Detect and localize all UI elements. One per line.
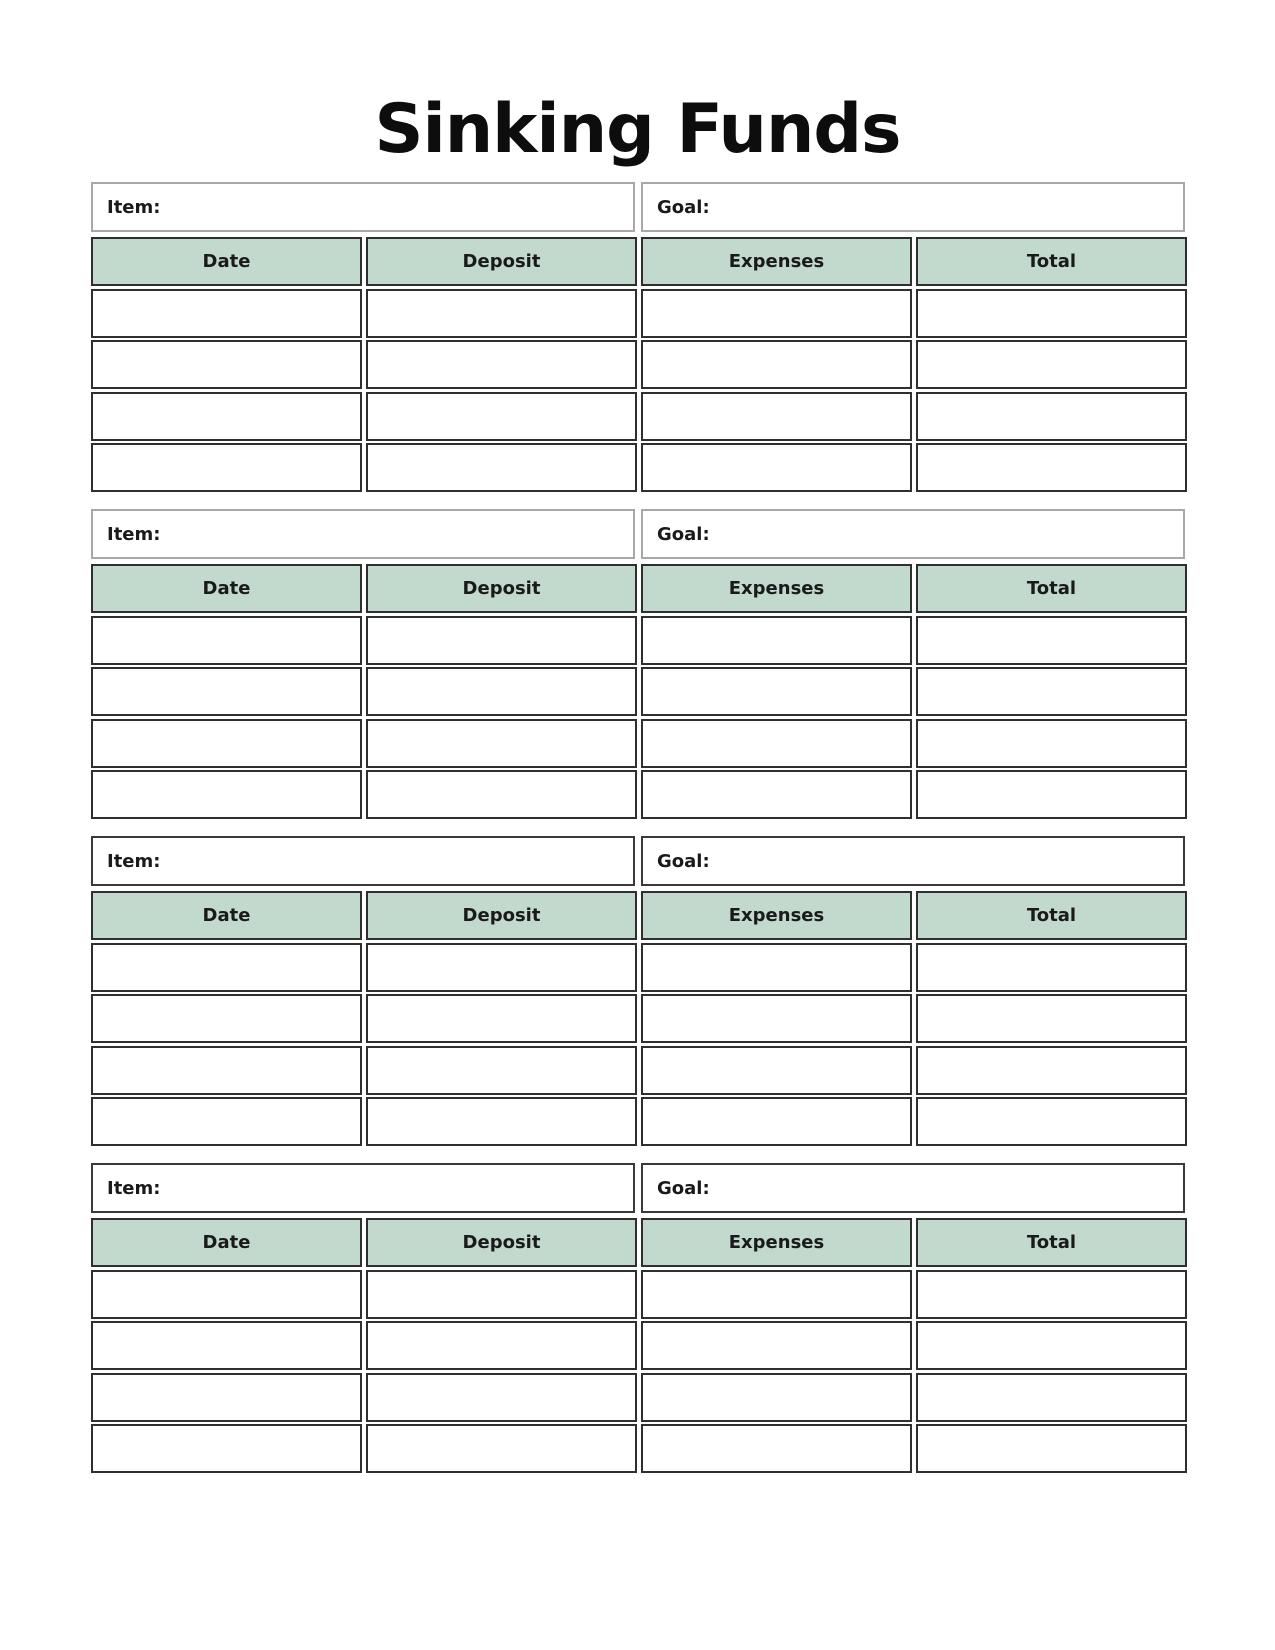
table-row (91, 994, 1185, 1043)
item-label: Item: (107, 196, 161, 218)
table-row (91, 1321, 1185, 1370)
expenses-cell[interactable] (641, 1097, 912, 1146)
expenses-cell[interactable] (641, 667, 912, 716)
goal-label: Goal: (657, 1177, 710, 1199)
deposit-cell[interactable] (366, 340, 637, 389)
date-cell[interactable] (91, 289, 362, 338)
deposit-cell[interactable] (366, 667, 637, 716)
fund-header (91, 1163, 1185, 1213)
table-row (91, 289, 1185, 338)
date-cell[interactable] (91, 1046, 362, 1095)
expenses-cell[interactable] (641, 616, 912, 665)
table-row (91, 1046, 1185, 1095)
date-cell[interactable] (91, 1270, 362, 1319)
total-cell[interactable] (916, 1424, 1187, 1473)
goal-label: Goal: (657, 523, 710, 545)
table-row (91, 443, 1185, 492)
total-cell[interactable] (916, 443, 1187, 492)
total-cell[interactable] (916, 1270, 1187, 1319)
date-cell[interactable] (91, 340, 362, 389)
column-header-expenses: Expenses (641, 1218, 912, 1267)
fund-header (91, 836, 1185, 886)
expenses-cell[interactable] (641, 392, 912, 441)
total-cell[interactable] (916, 943, 1187, 992)
column-header-row (91, 237, 1185, 286)
expenses-cell[interactable] (641, 1424, 912, 1473)
deposit-cell[interactable] (366, 1097, 637, 1146)
item-field[interactable] (91, 836, 635, 886)
expenses-cell[interactable] (641, 1373, 912, 1422)
total-cell[interactable] (916, 1046, 1187, 1095)
column-header-row (91, 564, 1185, 613)
date-cell[interactable] (91, 719, 362, 768)
goal-field[interactable] (641, 836, 1185, 886)
table-row (91, 943, 1185, 992)
goal-label: Goal: (657, 196, 710, 218)
deposit-cell[interactable] (366, 289, 637, 338)
table-row (91, 392, 1185, 441)
fund-block (91, 509, 1185, 599)
total-cell[interactable] (916, 289, 1187, 338)
table-row (91, 1097, 1185, 1146)
deposit-cell[interactable] (366, 443, 637, 492)
column-header-deposit: Deposit (366, 237, 637, 286)
date-cell[interactable] (91, 667, 362, 716)
expenses-cell[interactable] (641, 1321, 912, 1370)
fund-header (91, 509, 1185, 559)
table-row (91, 719, 1185, 768)
column-header-deposit: Deposit (366, 1218, 637, 1267)
total-cell[interactable] (916, 719, 1187, 768)
total-cell[interactable] (916, 667, 1187, 716)
item-label: Item: (107, 850, 161, 872)
date-cell[interactable] (91, 1321, 362, 1370)
date-cell[interactable] (91, 1097, 362, 1146)
goal-label: Goal: (657, 850, 710, 872)
expenses-cell[interactable] (641, 1046, 912, 1095)
date-cell[interactable] (91, 1424, 362, 1473)
total-cell[interactable] (916, 1097, 1187, 1146)
total-cell[interactable] (916, 392, 1187, 441)
date-cell[interactable] (91, 994, 362, 1043)
column-header-total: Total (916, 237, 1187, 286)
expenses-cell[interactable] (641, 1270, 912, 1319)
total-cell[interactable] (916, 1321, 1187, 1370)
column-header-date: Date (91, 891, 362, 940)
fund-block (91, 182, 1185, 272)
deposit-cell[interactable] (366, 1424, 637, 1473)
deposit-cell[interactable] (366, 616, 637, 665)
expenses-cell[interactable] (641, 443, 912, 492)
deposit-cell[interactable] (366, 1373, 637, 1422)
deposit-cell[interactable] (366, 770, 637, 819)
expenses-cell[interactable] (641, 340, 912, 389)
item-label: Item: (107, 1177, 161, 1199)
date-cell[interactable] (91, 1373, 362, 1422)
expenses-cell[interactable] (641, 289, 912, 338)
deposit-cell[interactable] (366, 994, 637, 1043)
deposit-cell[interactable] (366, 1270, 637, 1319)
fund-block (91, 836, 1185, 926)
column-header-date: Date (91, 564, 362, 613)
column-header-date: Date (91, 237, 362, 286)
column-header-total: Total (916, 891, 1187, 940)
date-cell[interactable] (91, 443, 362, 492)
expenses-cell[interactable] (641, 943, 912, 992)
column-header-row (91, 1218, 1185, 1267)
column-header-row (91, 891, 1185, 940)
item-field[interactable] (91, 1163, 635, 1213)
total-cell[interactable] (916, 994, 1187, 1043)
table-row (91, 1373, 1185, 1422)
deposit-cell[interactable] (366, 1321, 637, 1370)
column-header-date: Date (91, 1218, 362, 1267)
expenses-cell[interactable] (641, 994, 912, 1043)
fund-header (91, 182, 1185, 232)
date-cell[interactable] (91, 616, 362, 665)
page-title: Sinking Funds (374, 90, 901, 169)
item-field[interactable] (91, 182, 635, 232)
date-cell[interactable] (91, 770, 362, 819)
total-cell[interactable] (916, 340, 1187, 389)
date-cell[interactable] (91, 392, 362, 441)
date-cell[interactable] (91, 943, 362, 992)
goal-field[interactable] (641, 509, 1185, 559)
column-header-total: Total (916, 1218, 1187, 1267)
deposit-cell[interactable] (366, 1046, 637, 1095)
goal-field[interactable] (641, 1163, 1185, 1213)
expenses-cell[interactable] (641, 770, 912, 819)
item-field[interactable] (91, 509, 635, 559)
column-header-expenses: Expenses (641, 564, 912, 613)
item-label: Item: (107, 523, 161, 545)
total-cell[interactable] (916, 616, 1187, 665)
fund-block (91, 1163, 1185, 1253)
deposit-cell[interactable] (366, 719, 637, 768)
column-header-total: Total (916, 564, 1187, 613)
deposit-cell[interactable] (366, 392, 637, 441)
deposit-cell[interactable] (366, 943, 637, 992)
column-header-expenses: Expenses (641, 237, 912, 286)
total-cell[interactable] (916, 770, 1187, 819)
total-cell[interactable] (916, 1373, 1187, 1422)
table-row (91, 616, 1185, 665)
expenses-cell[interactable] (641, 719, 912, 768)
column-header-expenses: Expenses (641, 891, 912, 940)
table-row (91, 770, 1185, 819)
table-row (91, 340, 1185, 389)
table-row (91, 667, 1185, 716)
column-header-deposit: Deposit (366, 564, 637, 613)
goal-field[interactable] (641, 182, 1185, 232)
table-row (91, 1270, 1185, 1319)
column-header-deposit: Deposit (366, 891, 637, 940)
table-row (91, 1424, 1185, 1473)
